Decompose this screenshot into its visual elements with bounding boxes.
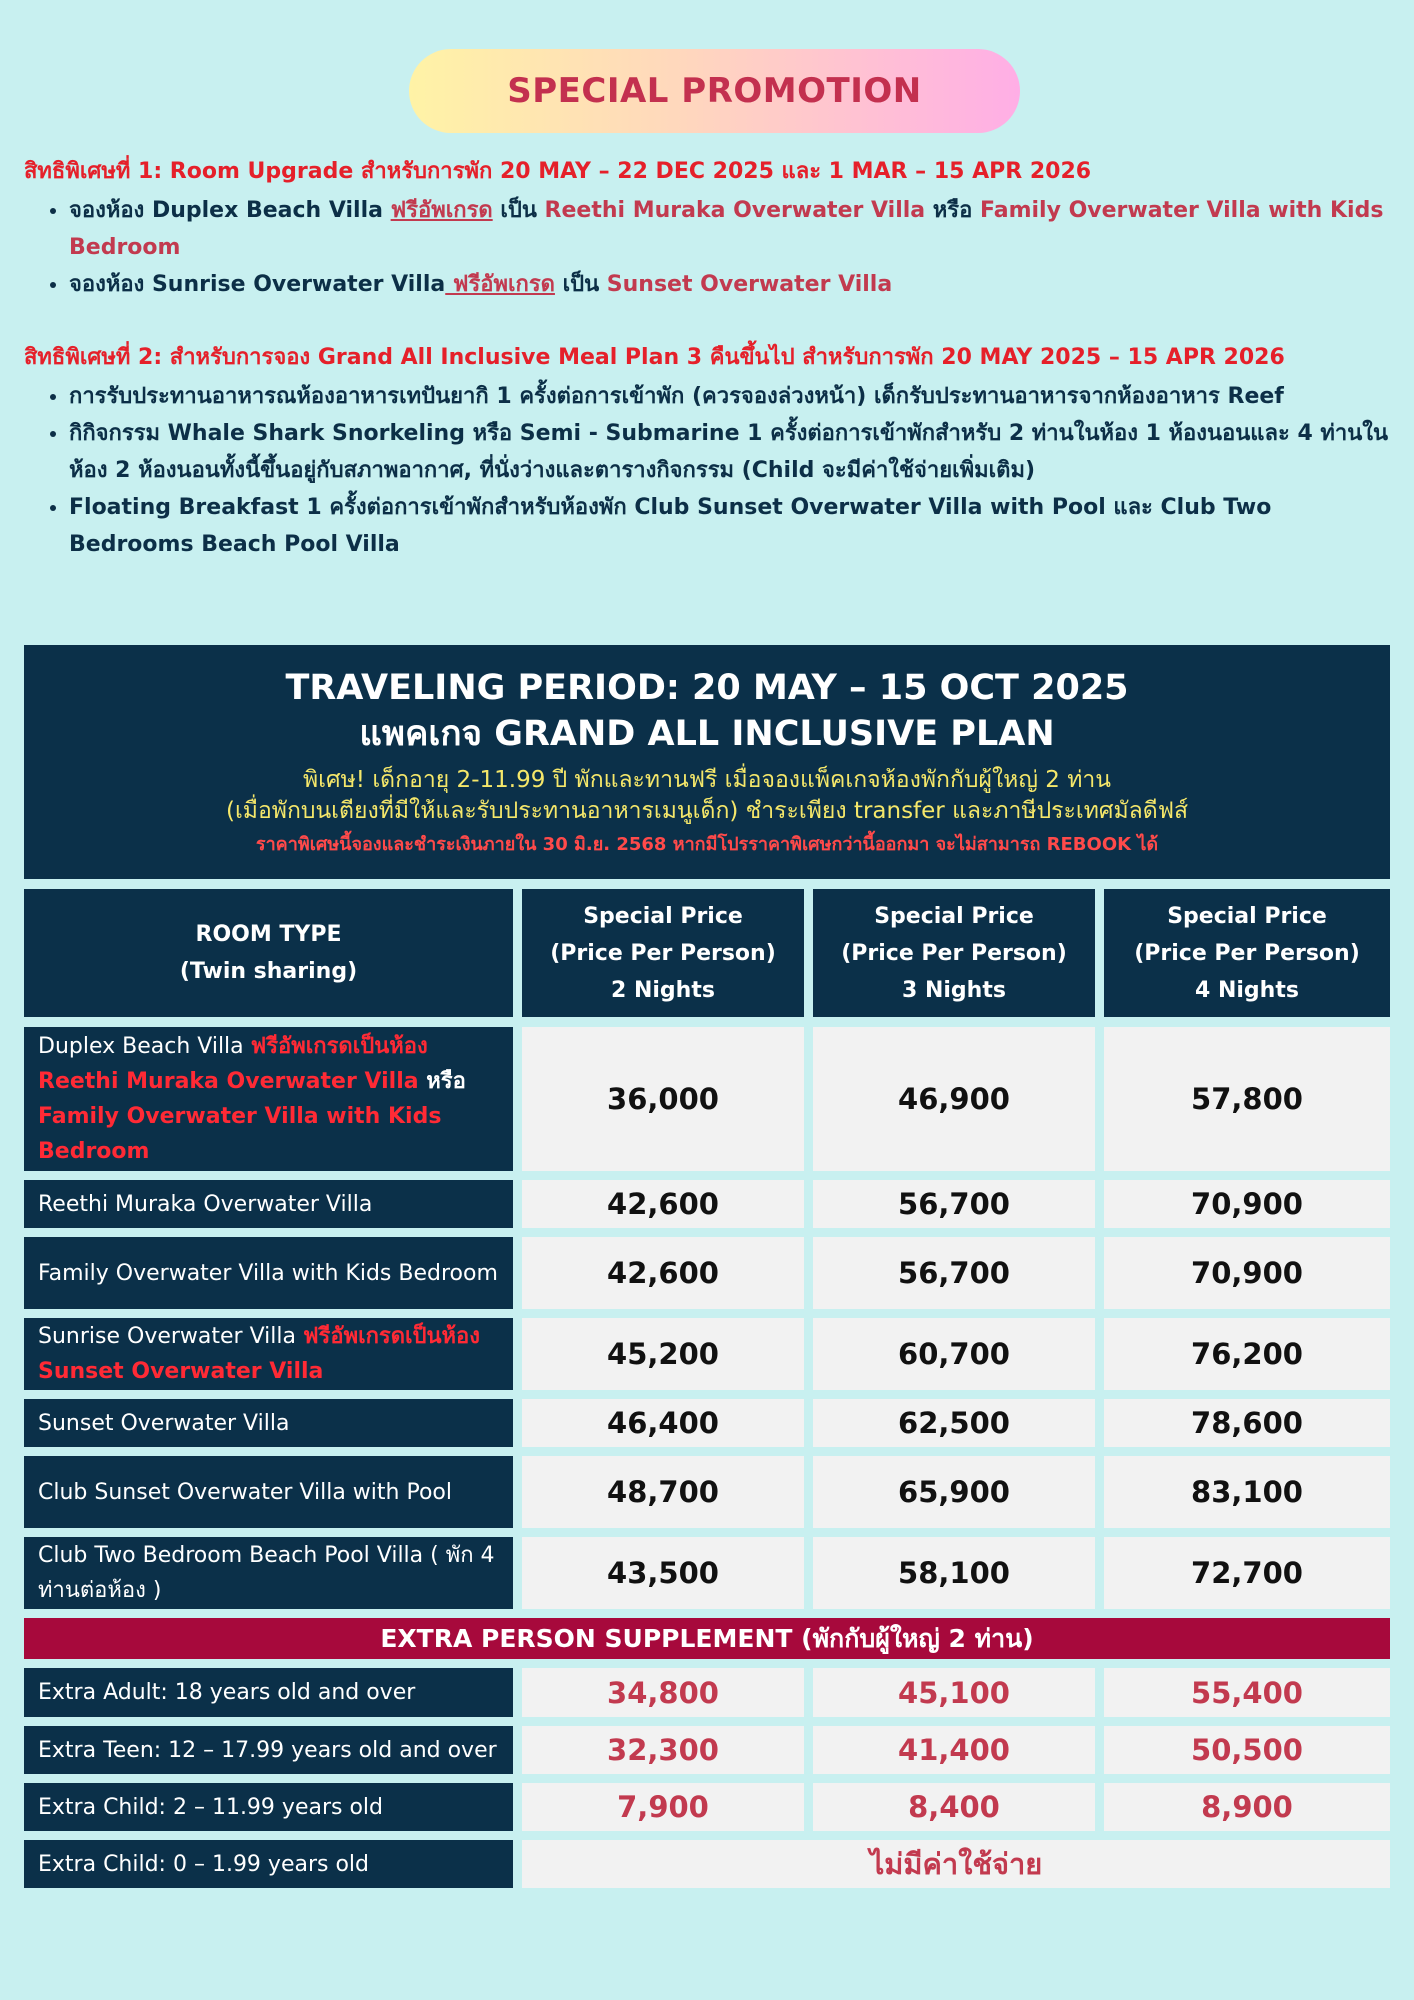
extra-price-cell: 45,100 bbox=[813, 1668, 1095, 1717]
list-item: • จองห้อง Duplex Beach Villa ฟรีอัพเกรด เป็น Reethi Muraka Overwater Villa หรือ Family Overwater Villa with Kids Bedroom bbox=[69, 192, 1394, 266]
list-item: • จองห้อง Sunrise Overwater Villa ฟรีอัพเกรด เป็น Sunset Overwater Villa bbox=[69, 266, 1394, 303]
price-cell: 83,100 bbox=[1104, 1456, 1390, 1528]
extra-price-cell: 7,900 bbox=[522, 1783, 804, 1831]
extra-price-cell: 8,900 bbox=[1104, 1783, 1390, 1831]
kids-offer-condition: (เมื่อพักบนเตียงที่มีให้และรับประทานอาหารเมนูเด็ก) ชำระเพียง transfer และภาษีประเทศมัลดีฟส์ bbox=[225, 798, 1189, 824]
room-duplex-beach-villa: Duplex Beach Villa ฟรีอัพเกรดเป็นห้อง Reethi Muraka Overwater Villa หรือ Family Overwater Villa with Kids Bedroom bbox=[24, 1027, 513, 1171]
package-name: แพคเกจ GRAND ALL INCLUSIVE PLAN bbox=[359, 714, 1055, 754]
kids-offer-line: พิเศษ! เด็กอายุ 2-11.99 ปี พักและทานฟรี เมื่อจองแพ็คเกจห้องพักกับผู้ใหญ่ 2 ท่าน bbox=[303, 767, 1111, 793]
privilege-2-list bbox=[24, 378, 1394, 563]
price-cell: 76,200 bbox=[1104, 1318, 1390, 1390]
privilege-1 bbox=[24, 153, 1394, 303]
promotion-title-pill bbox=[409, 49, 1020, 133]
list-item: • Floating Breakfast 1 ครั้งต่อการเข้าพักสำหรับห้องพัก Club Sunset Overwater Villa with Pool และ Club Two Bedrooms Beach Pool Villa bbox=[69, 489, 1394, 563]
header-2-nights: Special Price (Price Per Person) 2 Nights bbox=[522, 889, 804, 1017]
extra-adult: Extra Adult: 18 years old and over bbox=[24, 1668, 513, 1717]
price-cell: 58,100 bbox=[813, 1537, 1095, 1609]
extra-person-supplement-heading: EXTRA PERSON SUPPLEMENT (พักกับผู้ใหญ่ 2 ท่าน) bbox=[24, 1618, 1390, 1659]
price-cell: 78,600 bbox=[1104, 1399, 1390, 1447]
room-family-overwater: Family Overwater Villa with Kids Bedroom bbox=[24, 1237, 513, 1309]
extra-teen: Extra Teen: 12 – 17.99 years old and over bbox=[24, 1726, 513, 1774]
price-cell: 56,700 bbox=[813, 1237, 1095, 1309]
header-3-nights: Special Price (Price Per Person) 3 Nights bbox=[813, 889, 1095, 1017]
privilege-1-list bbox=[24, 192, 1394, 303]
price-cell: 46,400 bbox=[522, 1399, 804, 1447]
infant-free-cell: ไม่มีค่าใช้จ่าย bbox=[522, 1840, 1390, 1888]
extra-price-cell: 32,300 bbox=[522, 1726, 804, 1774]
header-room-type: ROOM TYPE (Twin sharing) bbox=[24, 889, 513, 1017]
price-cell: 57,800 bbox=[1104, 1027, 1390, 1171]
room-club-two-bedroom: Club Two Bedroom Beach Pool Villa ( พัก 4 ท่านต่อห้อง ) bbox=[24, 1537, 513, 1609]
privilege-2-heading: สิทธิพิเศษที่ 2: สำหรับการจอง Grand All Inclusive Meal Plan 3 คืนขึ้นไป สำหรับการพัก 20 MAY 2025 – 15 APR 2026 bbox=[24, 345, 1285, 370]
extra-price-cell: 8,400 bbox=[813, 1783, 1095, 1831]
booking-condition: ราคาพิเศษนี้จองและชำระเงินภายใน 30 มิ.ย. 2568 หากมีโปรราคาพิเศษกว่านี้ออกมา จะไม่สามารถ REBOOK ได้ bbox=[255, 834, 1159, 855]
price-cell: 45,200 bbox=[522, 1318, 804, 1390]
room-club-sunset: Club Sunset Overwater Villa with Pool bbox=[24, 1456, 513, 1528]
extra-child: Extra Child: 2 – 11.99 years old bbox=[24, 1783, 513, 1831]
price-cell: 60,700 bbox=[813, 1318, 1095, 1390]
price-cell: 70,900 bbox=[1104, 1180, 1390, 1228]
price-cell: 42,600 bbox=[522, 1237, 804, 1309]
price-cell: 70,900 bbox=[1104, 1237, 1390, 1309]
header-4-nights: Special Price (Price Per Person) 4 Nights bbox=[1104, 889, 1390, 1017]
price-cell: 56,700 bbox=[813, 1180, 1095, 1228]
traveling-period-banner bbox=[24, 645, 1390, 879]
price-cell: 48,700 bbox=[522, 1456, 804, 1528]
extra-price-cell: 34,800 bbox=[522, 1668, 804, 1717]
price-cell: 43,500 bbox=[522, 1537, 804, 1609]
price-cell: 62,500 bbox=[813, 1399, 1095, 1447]
traveling-period: TRAVELING PERIOD: 20 MAY – 15 OCT 2025 bbox=[285, 668, 1129, 708]
room-sunset-overwater: Sunset Overwater Villa bbox=[24, 1399, 513, 1447]
list-item: • การรับประทานอาหารณห้องอาหารเทปันยากิ 1 ครั้งต่อการเข้าพัก (ควรจองล่วงหน้า) เด็กรับประทานอาหารจากห้องอาหาร Reef bbox=[69, 378, 1394, 415]
extra-price-cell: 55,400 bbox=[1104, 1668, 1390, 1717]
privilege-1-heading: สิทธิพิเศษที่ 1: Room Upgrade สำหรับการพัก 20 MAY – 22 DEC 2025 และ 1 MAR – 15 APR 2026 bbox=[24, 159, 1092, 184]
room-sunrise-overwater: Sunrise Overwater Villa ฟรีอัพเกรดเป็นห้อง Sunset Overwater Villa bbox=[24, 1318, 513, 1390]
extra-price-cell: 41,400 bbox=[813, 1726, 1095, 1774]
list-item: • กิกิจกรรม Whale Shark Snorkeling หรือ Semi - Submarine 1 ครั้งต่อการเข้าพักสำหรับ 2 ท่านในห้อง 1 ห้องนอนและ 4 ท่านในห้อง 2 ห้องนอนทั้งนี้ขึ้นอยู่กับสภาพอากาศ, ที่นั่งว่างและตารางกิจกรรม (Child จะมีค่าใช้จ่ายเพิ่มเติม) bbox=[69, 415, 1394, 489]
extra-price-cell: 50,500 bbox=[1104, 1726, 1390, 1774]
price-cell: 36,000 bbox=[522, 1027, 804, 1171]
price-cell: 46,900 bbox=[813, 1027, 1095, 1171]
privilege-2 bbox=[24, 339, 1394, 563]
price-cell: 72,700 bbox=[1104, 1537, 1390, 1609]
promotion-title: SPECIAL PROMOTION bbox=[507, 71, 922, 111]
extra-infant: Extra Child: 0 – 1.99 years old bbox=[24, 1840, 513, 1888]
price-cell: 65,900 bbox=[813, 1456, 1095, 1528]
price-cell: 42,600 bbox=[522, 1180, 804, 1228]
room-reethi-muraka: Reethi Muraka Overwater Villa bbox=[24, 1180, 513, 1228]
